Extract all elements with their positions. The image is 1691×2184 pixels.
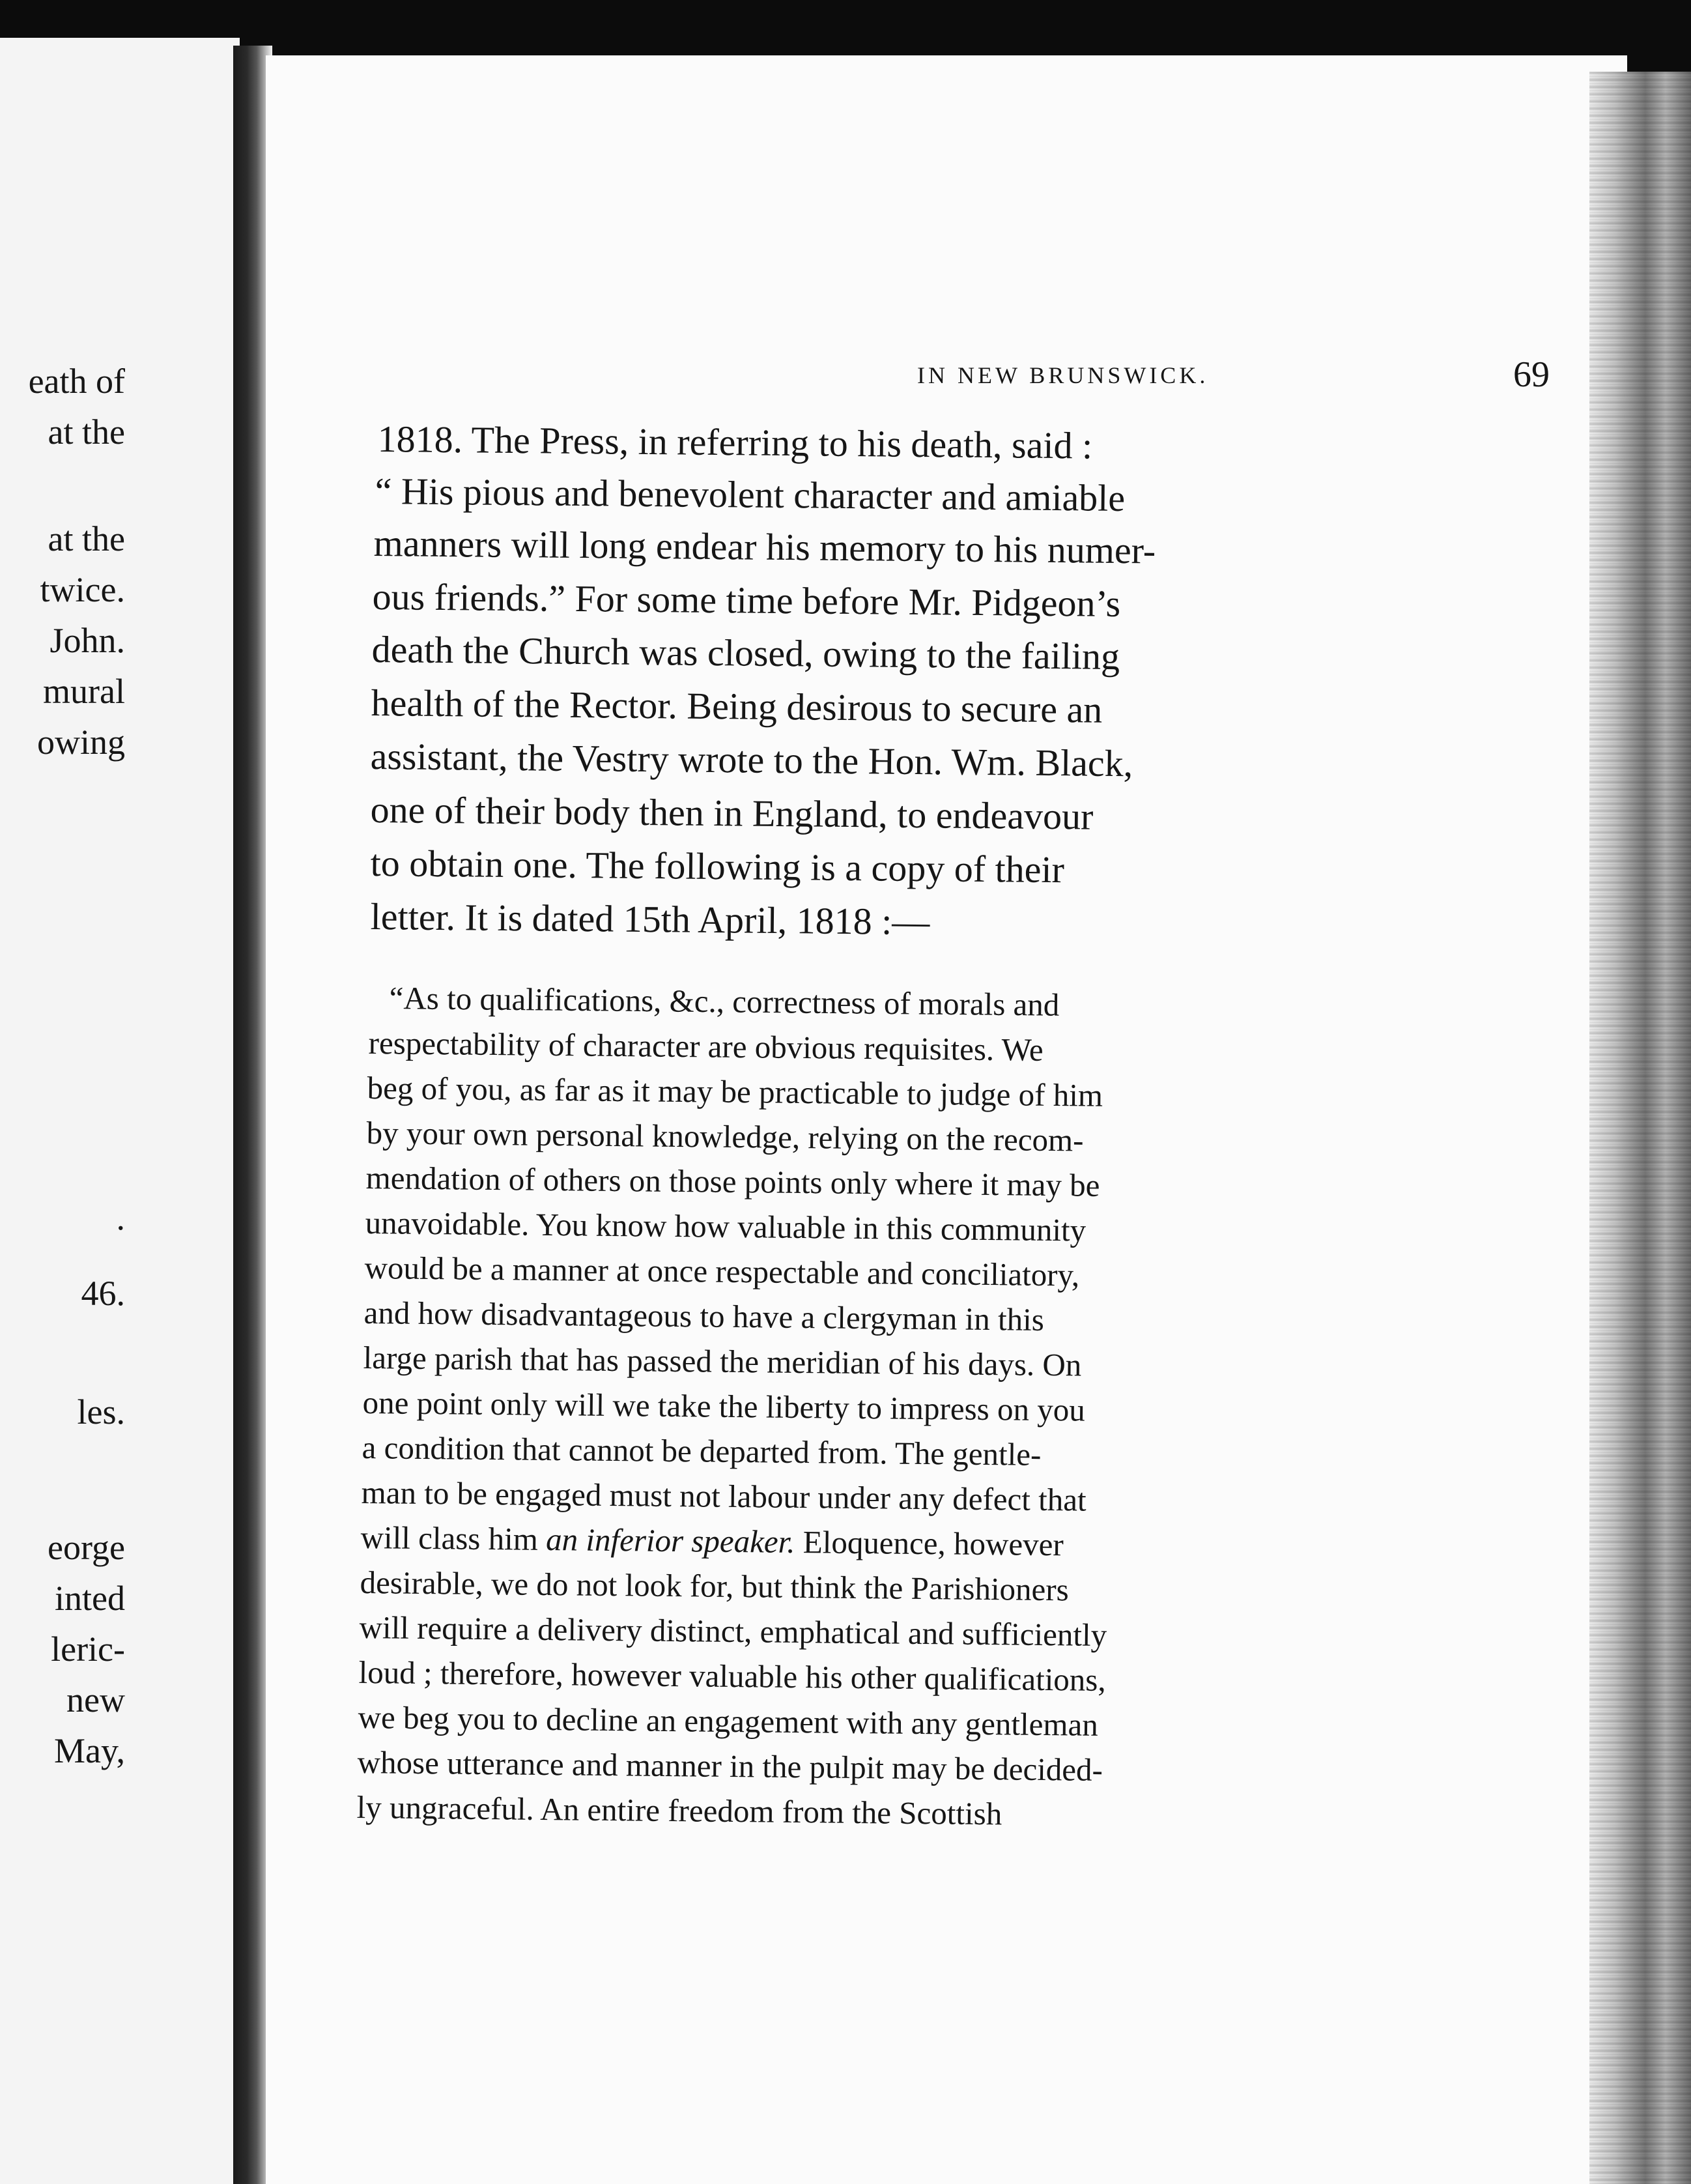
previous-page — [0, 38, 240, 2184]
left-fragment: owing — [37, 723, 125, 762]
left-fragment: twice. — [40, 570, 125, 609]
quote-line: will require a delivery distinct, emphatical and sufficiently — [359, 1609, 1107, 1654]
left-fragment: eorge — [48, 1528, 125, 1567]
quote-line: loud ; therefore, however valuable his other qualifications, — [358, 1654, 1106, 1699]
text-line: 1818. The Press, in referring to his death, said : — [377, 417, 1093, 467]
text-line: death the Church was closed, owing to the failing — [371, 627, 1120, 678]
text-line: ous friends.” For some time before Mr. Pidgeon’s — [372, 575, 1121, 625]
left-fragment: eath of — [28, 362, 125, 401]
text-line: letter. It is dated 15th April, 1818 :— — [370, 895, 930, 943]
quote-line: respectability of character are obvious requisites. We — [368, 1025, 1044, 1068]
quote-line-italic: will class him an inferior speaker. Eloquence, however — [360, 1519, 1064, 1563]
quote-line: unavoidable. You know how valuable in this community — [365, 1205, 1087, 1248]
book-page — [266, 55, 1627, 2184]
quote-line: mendation of others on those points only where it may be — [365, 1160, 1100, 1203]
left-fragment: . — [116, 1198, 125, 1237]
quote-line: ly ungraceful. An entire freedom from the Scottish — [356, 1789, 1002, 1832]
text-line: one of their body then in England, to endeavour — [370, 788, 1094, 838]
quote-line: and how disadvantageous to have a clergyman in this — [363, 1295, 1045, 1338]
text-line: health of the Rector. Being desirous to secure an — [371, 682, 1103, 731]
quote-line: beg of you, as far as it may be practicable to judge of him — [367, 1070, 1103, 1114]
quote-line: whose utterance and manner in the pulpit may be decided- — [357, 1744, 1103, 1788]
page-number: 69 — [1513, 354, 1550, 395]
left-fragment: at the — [48, 412, 125, 452]
left-fragment: leric- — [51, 1630, 125, 1669]
quote-line: large parish that has passed the meridian of his days. On — [363, 1340, 1082, 1383]
quote-line: man to be engaged must not labour under any defect that — [361, 1474, 1087, 1518]
text-line: manners will long endear his memory to his numer- — [373, 521, 1156, 572]
left-fragment: May, — [54, 1731, 125, 1770]
left-fragment: John. — [50, 621, 125, 660]
left-fragment: inted — [55, 1579, 125, 1618]
quote-line: we beg you to decline an engagement with any gentleman — [358, 1699, 1099, 1743]
quote-line: one point only will we take the liberty to impress on you — [362, 1385, 1086, 1428]
quote-line: would be a manner at once respectable and conciliatory, — [364, 1250, 1080, 1293]
quote-line: desirable, we do not look for, but think the Parishioners — [360, 1564, 1070, 1608]
scan-edge — [1589, 72, 1691, 2184]
quote-line: a condition that cannot be departed from. The gentle- — [362, 1430, 1042, 1473]
left-fragment: les. — [77, 1392, 125, 1431]
left-fragment: mural — [43, 672, 125, 711]
text-line: “ His pious and benevolent character and amiable — [375, 469, 1126, 520]
quote-line: “As to qualifications, &c., correctness of morals and — [389, 980, 1060, 1023]
left-fragment: 46. — [81, 1274, 125, 1313]
text-line: assistant, the Vestry wrote to the Hon. Wm. Black, — [370, 735, 1133, 785]
quote-line: by your own personal knowledge, relying on the recom- — [366, 1115, 1084, 1158]
left-fragment: new — [66, 1680, 125, 1719]
italic-phrase: an inferior speaker. — [545, 1521, 795, 1560]
running-title: IN NEW BRUNSWICK. — [917, 362, 1209, 388]
left-fragment: at the — [48, 519, 125, 558]
text-line: to obtain one. The following is a copy of their — [370, 842, 1065, 891]
